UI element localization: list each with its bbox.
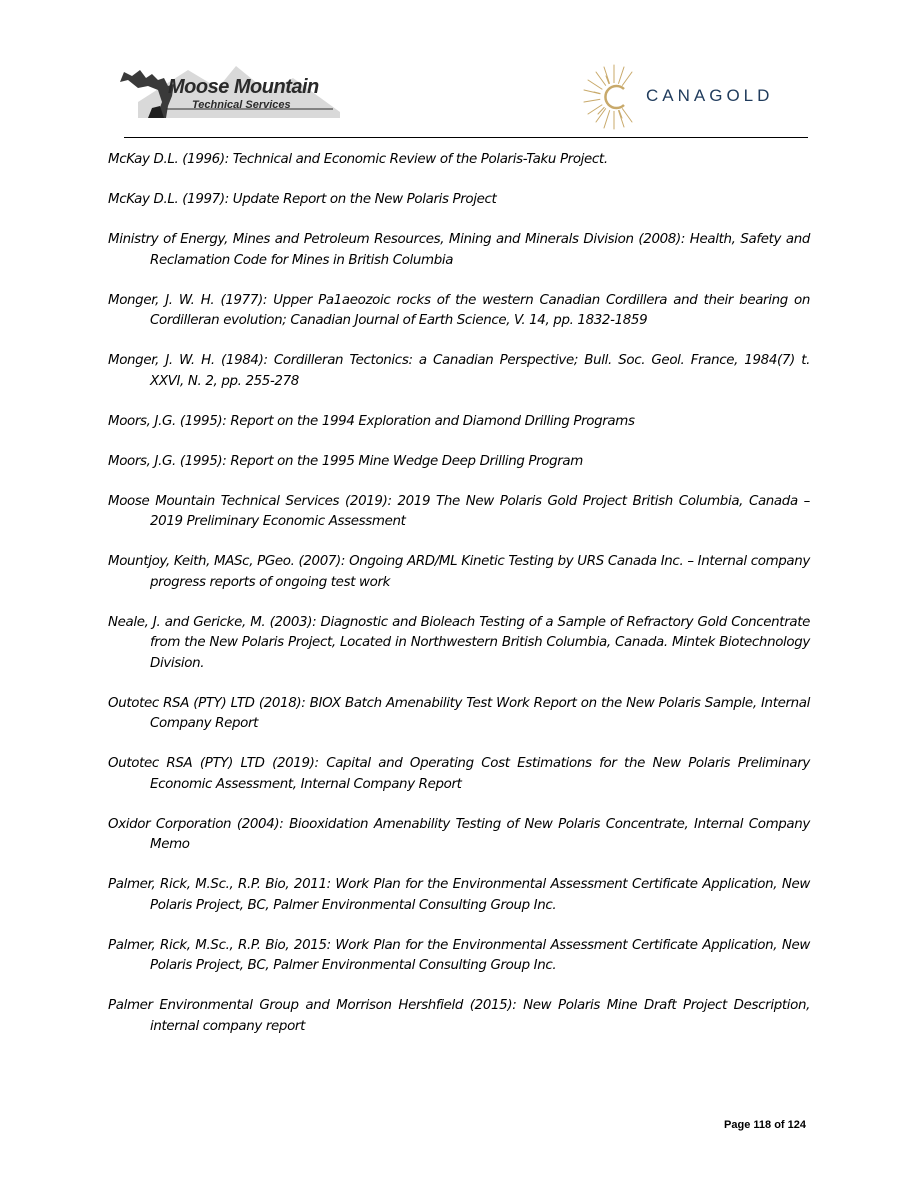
canagold-logo <box>582 62 812 132</box>
moose-mountain-logo <box>118 62 346 128</box>
reference-entry: Mountjoy, Keith, MASc, PGeo. (2007): Ongoing ARD/ML Kinetic Testing by URS Canada Inc. – Internal company progress reports of ongoing test work <box>108 554 810 590</box>
reference-entry: Outotec RSA (PTY) LTD (2019): Capital and Operating Cost Estimations for the New Polaris Preliminary Economic Assessment, Internal Company Report <box>108 756 810 792</box>
reference-entry: Moors, J.G. (1995): Report on the 1995 Mine Wedge Deep Drilling Program <box>108 453 583 469</box>
logo-title: Moose Mountain <box>168 76 319 98</box>
reference-entry: McKay D.L. (1997): Update Report on the New Polaris Project <box>108 192 497 207</box>
sunburst-c-icon <box>582 62 646 132</box>
logo-canagold-name: CANAGOLD <box>646 86 774 105</box>
reference-entry: Oxidor Corporation (2004): Biooxidation Amenability Testing of New Polaris Concentrate, Internal Company Memo <box>108 816 810 852</box>
logo-subtitle: Technical Services <box>192 99 291 111</box>
reference-entry: Moose Mountain Technical Services (2019): 2019 The New Polaris Gold Project British Columbia, Canada – 2019 Preliminary Economic Assessment <box>108 493 810 529</box>
reference-entry: Palmer, Rick, M.Sc., R.P. Bio, 2011: Work Plan for the Environmental Assessment Certificate Application, New Polaris Project, BC, Palmer Environmental Consulting Group Inc. <box>108 877 810 913</box>
reference-entry: Ministry of Energy, Mines and Petroleum Resources, Mining and Minerals Division (2008): Health, Safety and Reclamation Code for Mines in British Columbia <box>108 232 810 268</box>
header-divider <box>124 137 808 138</box>
reference-entry: Moors, J.G. (1995): Report on the 1994 Exploration and Diamond Drilling Programs <box>108 413 635 429</box>
reference-list <box>108 150 810 1057</box>
reference-entry: McKay D.L. (1996): Technical and Economic Review of the Polaris-Taku Project. <box>108 152 608 167</box>
reference-entry: Monger, J. W. H. (1984): Cordilleran Tectonics: a Canadian Perspective; Bull. Soc. Geol. France, 1984(7) t. XXVI, N. 2, pp. 255-278 <box>108 353 810 389</box>
reference-entry: Outotec RSA (PTY) LTD (2018): BIOX Batch Amenability Test Work Report on the New Polaris Sample, Internal Company Report <box>108 695 810 731</box>
page-number: Page 118 of 124 <box>724 1119 806 1131</box>
reference-entry: Monger, J. W. H. (1977): Upper Pa1aeozoic rocks of the western Canadian Cordillera and their bearing on Cordilleran evolution; Canadian Journal of Earth Science, V. 14, pp. 1832-1859 <box>108 292 810 328</box>
reference-entry: Palmer Environmental Group and Morrison Hershfield (2015): New Polaris Mine Draft Project Description, internal company report <box>108 998 810 1034</box>
reference-entry: Palmer, Rick, M.Sc., R.P. Bio, 2015: Work Plan for the Environmental Assessment Certificate Application, New Polaris Project, BC, Palmer Environmental Consulting Group Inc. <box>108 937 810 973</box>
reference-entry: Neale, J. and Gericke, M. (2003): Diagnostic and Bioleach Testing of a Sample of Refractory Gold Concentrate from the New Polaris Project, Located in Northwestern British Columbia, Canada. Mintek Biotechnology Division. <box>108 614 810 671</box>
